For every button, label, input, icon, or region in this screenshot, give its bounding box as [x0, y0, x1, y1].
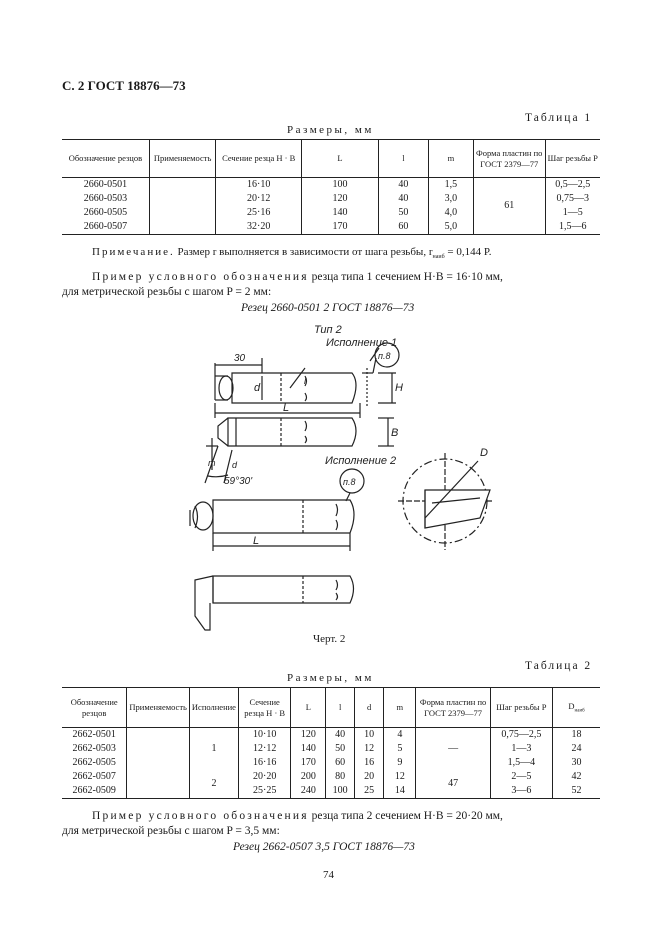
t2-cell: 3—6: [490, 784, 552, 799]
t2-cell: 10: [354, 728, 383, 743]
table-row: [62, 742, 600, 756]
drawing-dim-l: l: [304, 376, 306, 386]
t2-cell: 4: [384, 728, 416, 743]
t1-h-m: m: [428, 140, 473, 178]
example1-designation: Резец 2660-0501 2 ГОСТ 18876—73: [241, 302, 415, 314]
t1-cell: 16·10: [216, 178, 302, 193]
t2-h-L: L: [291, 688, 326, 728]
t1-cell: 1—5: [545, 206, 600, 220]
t1-cell: 40: [378, 178, 428, 193]
t2-variant-1: 1: [189, 728, 238, 771]
example1-rest: резца типа 1 сечением H·B = 16·10 мм,: [308, 271, 503, 283]
t1-h-section: Сечение резца H · B: [216, 140, 302, 178]
t1-h-pitch: Шаг резьбы P: [545, 140, 600, 178]
t2-cell: 52: [553, 784, 600, 799]
t1-plate-merged: 61: [473, 178, 545, 235]
t2-cell: 1—3: [490, 742, 552, 756]
t1-cell: [149, 178, 215, 193]
t1-cell: 4,0: [428, 206, 473, 220]
t2-h-D-main: D: [568, 700, 575, 711]
t1-cell: 60: [378, 220, 428, 235]
t1-cell: 170: [302, 220, 379, 235]
t2-plate-1: —: [416, 728, 490, 771]
example2-spaced: Пример условного обозначения: [92, 810, 309, 822]
t2-h-section: Сечение резца H · B: [238, 688, 290, 728]
t2-h-m: m: [384, 688, 416, 728]
t1-cell: 50: [378, 206, 428, 220]
t2-cell: 12: [354, 742, 383, 756]
example2-line1: [92, 809, 602, 824]
t2-h-D-sub: наиб: [574, 708, 585, 714]
t2-cell: 12·12: [238, 742, 290, 756]
drawing-dim-30: 30: [234, 353, 246, 364]
t2-cell: 80: [326, 770, 355, 784]
drawing-dim-d2: d: [232, 460, 238, 470]
t2-cell: [127, 742, 190, 756]
t2-plate-2: 47: [416, 770, 490, 799]
t1-cell: 0,75—3: [545, 192, 600, 206]
tool-body-v2-top: [213, 500, 354, 533]
t2-cell: [127, 770, 190, 784]
t2-h-variant: Исполнение: [189, 688, 238, 728]
t2-cell: 50: [326, 742, 355, 756]
table-row: [62, 784, 600, 799]
t1-h-L: L: [302, 140, 379, 178]
t2-cell: 24: [553, 742, 600, 756]
table1: [62, 139, 600, 235]
tool-tip-v1: [219, 376, 233, 400]
t2-cell: 60: [326, 756, 355, 770]
t2-cell: [127, 728, 190, 743]
drawing-dim-m: m: [208, 458, 216, 468]
example2-rest: резца типа 2 сечением H·B = 20·20 мм,: [308, 810, 503, 822]
t2-cell: 25·25: [238, 784, 290, 799]
example1-line1: [92, 270, 602, 285]
t2-cell: 140: [291, 742, 326, 756]
t1-cell: 2660-0501: [83, 179, 128, 190]
table2: [62, 687, 600, 799]
table-row: [62, 178, 600, 193]
note1-tail: = 0,144 P.: [444, 246, 492, 258]
t2-h-designation: Обозначение резцов: [70, 697, 118, 718]
page-header: С. 2 ГОСТ 18876—73: [62, 78, 186, 93]
t1-cell: 25·16: [216, 206, 302, 220]
t2-cell: 42: [553, 770, 600, 784]
t1-cell: 2660-0507: [83, 221, 128, 232]
t2-cell: 2662-0509: [72, 785, 116, 796]
t2-cell: 30: [553, 756, 600, 770]
t2-cell: 16·16: [238, 756, 290, 770]
t1-cell: 3,0: [428, 192, 473, 206]
page-number: 74: [323, 869, 334, 881]
t2-h-D: [553, 688, 600, 728]
tool-body-v1-side: [228, 418, 356, 446]
t1-cell: [149, 220, 215, 235]
drawing-angle: 59°30': [224, 476, 253, 487]
t1-cell: 40: [378, 192, 428, 206]
t2-cell: 16: [354, 756, 383, 770]
example1-line2: для метрической резьбы с шагом P = 2 мм:: [62, 286, 272, 298]
table-row: [62, 770, 600, 784]
t1-cell: 120: [302, 192, 379, 206]
t2-cell: [127, 784, 190, 799]
t2-cell: 20·20: [238, 770, 290, 784]
t1-h-plate: Форма пластин по ГОСТ 2379—77: [473, 140, 545, 178]
table-row: [62, 728, 600, 743]
t1-cell: 32·20: [216, 220, 302, 235]
note1-label: Примечание.: [92, 246, 175, 258]
t2-cell: 12: [384, 770, 416, 784]
t2-cell: 2662-0505: [72, 757, 116, 768]
t2-cell: 18: [553, 728, 600, 743]
t2-cell: 170: [291, 756, 326, 770]
t1-cell: [149, 206, 215, 220]
drawing-dim-H: H: [395, 382, 403, 394]
t2-cell: 25: [354, 784, 383, 799]
t1-cell: 0,5—2,5: [545, 178, 600, 193]
example2-line2: для метрической резьбы с шагом P = 3,5 мм:: [62, 825, 280, 837]
note1-sub: наиб: [432, 254, 445, 261]
t2-cell: 20: [354, 770, 383, 784]
drawing-detail-v1: п.8: [378, 351, 391, 361]
t1-cell: 100: [302, 178, 379, 193]
t1-cell: 5,0: [428, 220, 473, 235]
t1-cell: 2660-0505: [83, 207, 128, 218]
t2-cell: 14: [384, 784, 416, 799]
t2-h-d: d: [354, 688, 383, 728]
t2-cell: 9: [384, 756, 416, 770]
t2-cell: 40: [326, 728, 355, 743]
t1-h-application: Применяемость: [149, 140, 215, 178]
t2-cell: 2662-0501: [72, 729, 116, 740]
tool-body-v1-top: [232, 373, 356, 403]
t2-variant-2: 2: [189, 770, 238, 799]
t1-cell: 140: [302, 206, 379, 220]
t1-h-designation: Обозначение резцов: [68, 153, 143, 164]
t1-cell: 1,5—6: [545, 220, 600, 235]
t2-cell: 10·10: [238, 728, 290, 743]
tool-body-v2-side: [213, 576, 354, 603]
t2-cell: 200: [291, 770, 326, 784]
example2-designation: Резец 2662-0507 3,5 ГОСТ 18876—73: [233, 841, 415, 853]
table2-caption: Таблица 2: [525, 660, 593, 672]
drawing-dim-L: L: [283, 402, 290, 414]
t2-cell: 0,75—2,5: [490, 728, 552, 743]
drawing-dim-d: d: [254, 382, 261, 394]
t2-cell: 5: [384, 742, 416, 756]
drawing-type-label: Тип 2: [314, 324, 342, 336]
note1-text: Размер r выполняется в зависимости от шага резьбы, r: [177, 246, 433, 258]
t1-cell: [149, 192, 215, 206]
table1-caption: Таблица 1: [525, 112, 593, 124]
t1-cell: 1,5: [428, 178, 473, 193]
table2-dims: Размеры, мм: [287, 672, 374, 684]
drawing-caption: Черт. 2: [313, 633, 346, 645]
table1-dims: Размеры, мм: [287, 124, 374, 136]
t2-cell: 1,5—4: [490, 756, 552, 770]
drawing-detail-v2: п.8: [343, 477, 356, 487]
technical-drawing: [0, 318, 661, 658]
drawing-variant1: Исполнение 1: [326, 337, 398, 349]
t2-h-l: l: [326, 688, 355, 728]
drawing-variant2: Исполнение 2: [325, 455, 397, 467]
t2-h-application: Применяемость: [127, 688, 190, 728]
t2-cell: 240: [291, 784, 326, 799]
note1: [92, 246, 491, 260]
example1-spaced: Пример условного обозначения: [92, 271, 309, 283]
drawing-dim-D: D: [480, 447, 488, 459]
drawing-dim-L-v2: L: [253, 535, 260, 547]
t2-h-pitch: Шаг резьбы P: [490, 688, 552, 728]
t2-cell: 2—5: [490, 770, 552, 784]
t2-cell: 2662-0507: [72, 771, 116, 782]
t2-cell: 100: [326, 784, 355, 799]
t2-h-plate: Форма пластин по ГОСТ 2379—77: [416, 688, 490, 728]
leader-line: [290, 368, 305, 388]
table-row: [62, 756, 600, 770]
t2-cell: [127, 756, 190, 770]
t1-h-l: l: [378, 140, 428, 178]
t1-cell: 20·12: [216, 192, 302, 206]
t2-cell: 120: [291, 728, 326, 743]
t2-cell: 2662-0503: [72, 743, 116, 754]
drawing-dim-B: B: [391, 427, 399, 439]
t1-cell: 2660-0503: [83, 193, 128, 204]
